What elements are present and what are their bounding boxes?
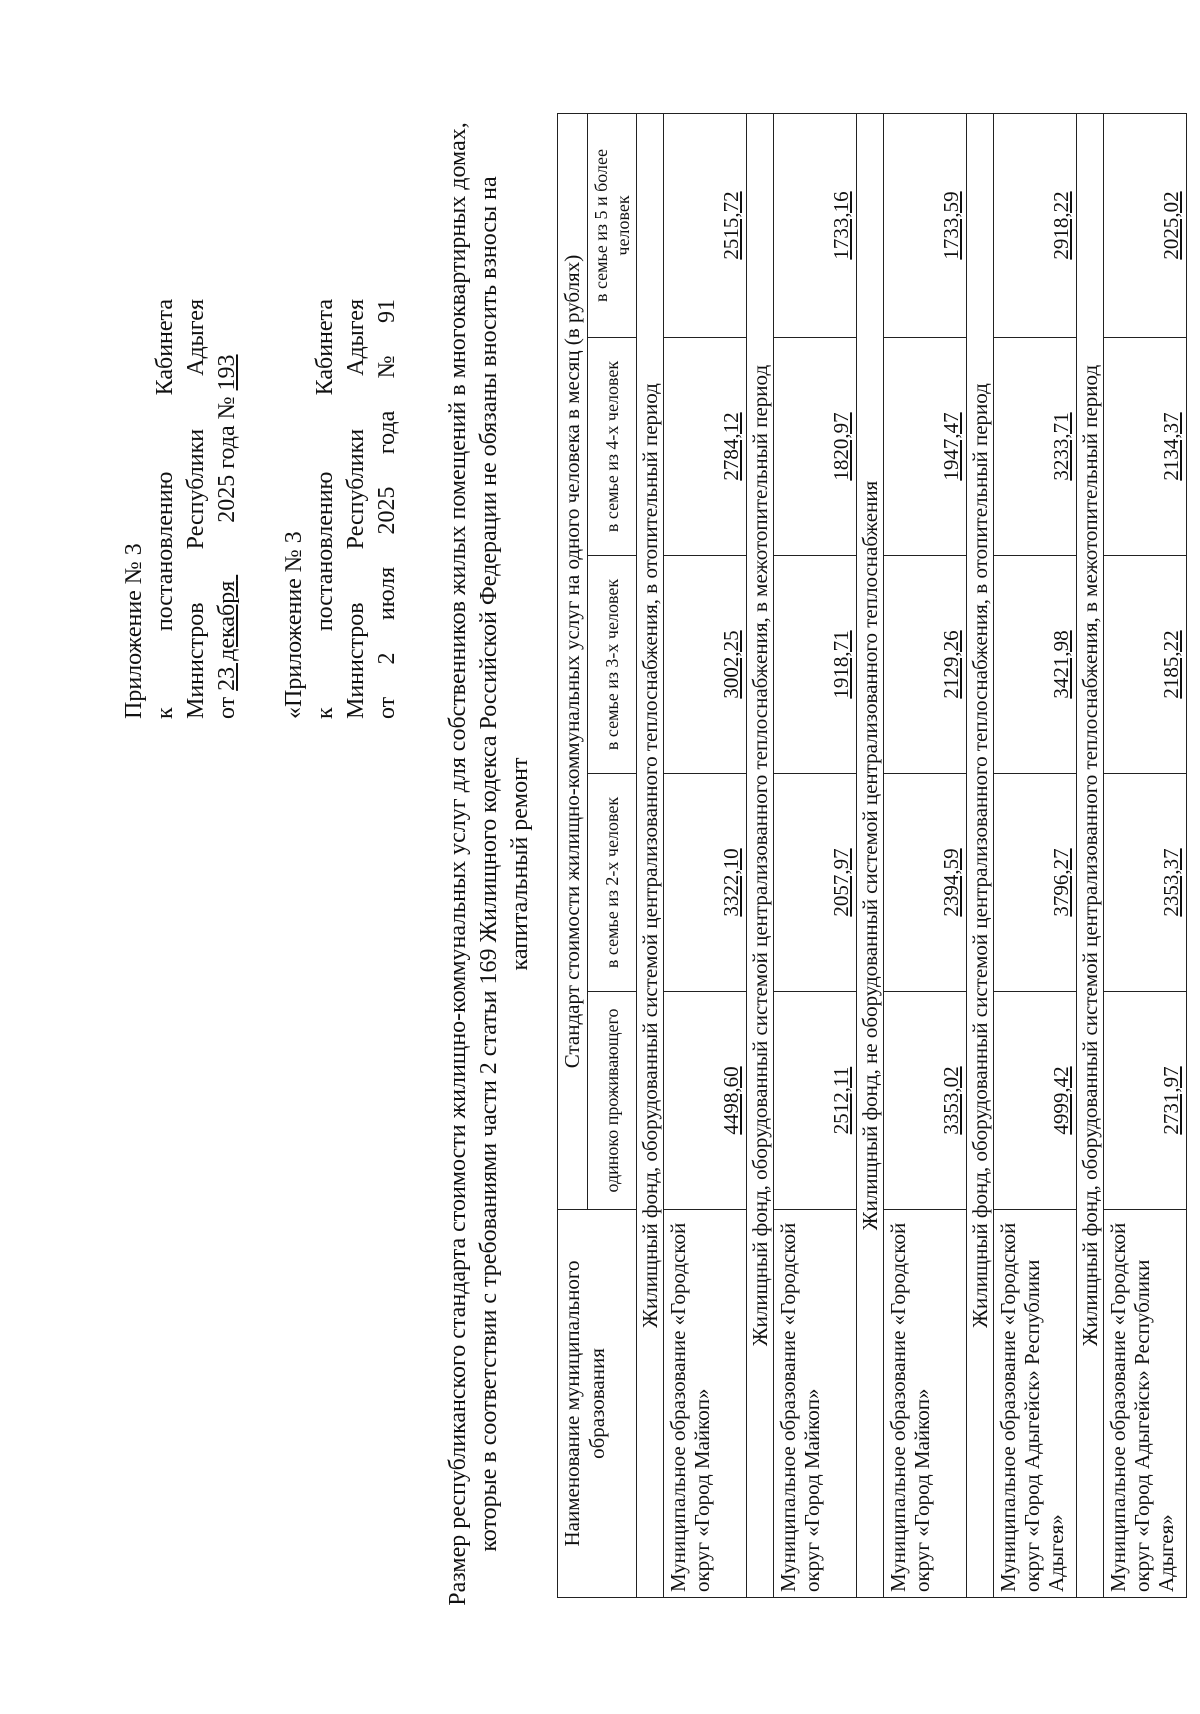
value-cell: 1820,97 bbox=[774, 338, 857, 556]
appendix-current-number: 193 bbox=[214, 354, 240, 391]
appendix-current bbox=[119, 299, 243, 719]
value-cell: 3796,27 bbox=[994, 774, 1077, 992]
appendix-previous bbox=[279, 299, 403, 719]
table-row bbox=[994, 114, 1077, 1598]
value-cell: 2134,37 bbox=[1104, 338, 1187, 556]
appendix-previous-line2: к постановлению Кабинета bbox=[312, 299, 338, 719]
municipality-name: Муниципальное образование «Городской округ «Город Адыгейск» Республики Адыгея» bbox=[994, 1210, 1077, 1598]
value-cell: 2129,26 bbox=[884, 556, 967, 774]
appendix-previous-line3: Министров Республики Адыгея bbox=[343, 299, 369, 719]
header-col-4: в семье из 4-х человек bbox=[588, 338, 637, 556]
value-cell: 3002,25 bbox=[664, 556, 747, 774]
table-row bbox=[774, 114, 857, 1598]
appendix-current-title: Приложение № 3 bbox=[121, 543, 147, 719]
table-row bbox=[884, 114, 967, 1598]
value-cell: 2057,97 bbox=[774, 774, 857, 992]
rotated-page bbox=[35, 54, 1183, 1654]
value-cell: 1733,59 bbox=[884, 114, 967, 338]
value-cell: 2784,12 bbox=[664, 338, 747, 556]
header-standard-group: Стандарт стоимости жилищно-коммунальных услуг на одного человека в месяц (в рублях) bbox=[558, 114, 588, 1210]
header-col-5: в семье из 5 и более человек bbox=[588, 114, 637, 338]
value-cell: 2512,11 bbox=[774, 992, 857, 1210]
value-cell: 2918,22 bbox=[994, 114, 1077, 338]
header-col-3: в семье из 3-х человек bbox=[588, 556, 637, 774]
municipality-name: Муниципальное образование «Городской округ «Город Майкоп» bbox=[884, 1210, 967, 1598]
document-title: Размер республиканского стандарта стоимости жилищно-коммунальных услуг для собственников жилых помещений в многоквартирных домах, которые в соответствии с требованиями части 2 статьи 169 Жилищного кодекса Российской Федерации не обязаны вносить взносы на капитальный ремонт bbox=[445, 122, 533, 1606]
value-cell: 3322,10 bbox=[664, 774, 747, 992]
value-cell: 2353,37 bbox=[1104, 774, 1187, 992]
appendix-current-date: от 23 декабря 2025 года № 193 bbox=[212, 299, 243, 719]
table-row bbox=[664, 114, 747, 1598]
section-heading: Жилищный фонд, оборудованный системой централизованного теплоснабжения, в отопительный период bbox=[637, 114, 664, 1598]
header-col-1: одиноко проживающего bbox=[588, 992, 637, 1210]
value-cell: 1733,16 bbox=[774, 114, 857, 338]
appendix-previous-date: от 2 июля 2025 года № 91 bbox=[374, 299, 400, 719]
appendix-current-day-month: 23 декабря bbox=[214, 580, 240, 691]
section-heading-row bbox=[857, 114, 884, 1598]
value-cell: 1947,47 bbox=[884, 338, 967, 556]
value-cell: 2185,22 bbox=[1104, 556, 1187, 774]
value-cell: 2394,59 bbox=[884, 774, 967, 992]
municipality-name: Муниципальное образование «Городской округ «Город Адыгейск» Республики Адыгея» bbox=[1104, 1210, 1187, 1598]
value-cell: 4999,42 bbox=[994, 992, 1077, 1210]
table-header-row bbox=[558, 114, 588, 1598]
appendix-current-line3: Министров Республики Адыгея bbox=[183, 299, 209, 719]
section-heading-row bbox=[747, 114, 774, 1598]
section-heading: Жилищный фонд, не оборудованный системой централизованного теплоснабжения bbox=[857, 114, 884, 1598]
value-cell: 3353,02 bbox=[884, 992, 967, 1210]
appendix-previous-title: «Приложение № 3 bbox=[281, 531, 307, 719]
section-heading-row bbox=[637, 114, 664, 1598]
table-row bbox=[1104, 114, 1187, 1598]
value-cell: 3233,71 bbox=[994, 338, 1077, 556]
value-cell: 3421,98 bbox=[994, 556, 1077, 774]
appendix-current-line2: к постановлению Кабинета bbox=[152, 299, 178, 719]
section-heading: Жилищный фонд, оборудованный системой централизованного теплоснабжения, в отопительный период bbox=[967, 114, 994, 1598]
cost-standard-table bbox=[557, 113, 1187, 1598]
value-cell: 2731,97 bbox=[1104, 992, 1187, 1210]
value-cell: 1918,71 bbox=[774, 556, 857, 774]
section-heading-row bbox=[1077, 114, 1104, 1598]
section-heading: Жилищный фонд, оборудованный системой централизованного теплоснабжения, в межотопительный период bbox=[747, 114, 774, 1598]
municipality-name: Муниципальное образование «Городской округ «Город Майкоп» bbox=[664, 1210, 747, 1598]
value-cell: 4498,60 bbox=[664, 992, 747, 1210]
municipality-name: Муниципальное образование «Городской округ «Город Майкоп» bbox=[774, 1210, 857, 1598]
header-municipality: Наименование муниципального образования bbox=[558, 1210, 637, 1598]
section-heading-row bbox=[967, 114, 994, 1598]
value-cell: 2025,02 bbox=[1104, 114, 1187, 338]
section-heading: Жилищный фонд, оборудованный системой централизованного теплоснабжения, в межотопительный период bbox=[1077, 114, 1104, 1598]
header-col-2: в семье из 2-х человек bbox=[588, 774, 637, 992]
value-cell: 2515,72 bbox=[664, 114, 747, 338]
